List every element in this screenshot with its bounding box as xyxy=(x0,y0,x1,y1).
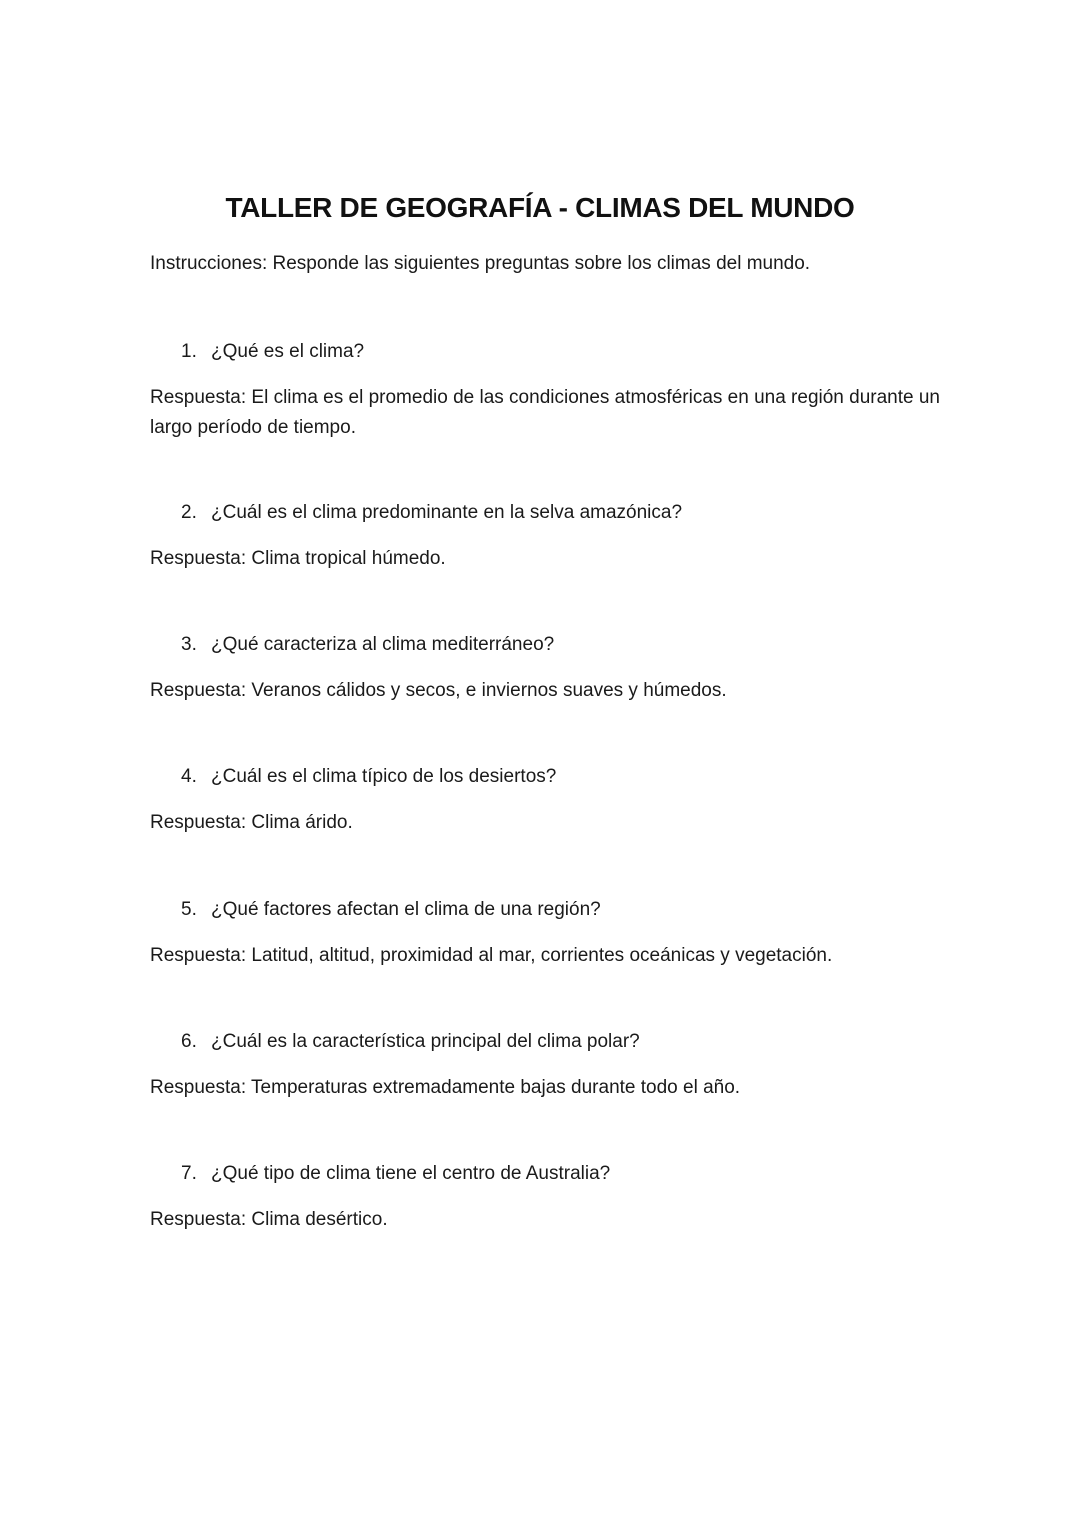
answer-7: Respuesta: Clima desértico. xyxy=(150,1209,388,1230)
question-text: ¿Cuál es el clima predominante en la selva amazónica? xyxy=(211,502,683,523)
answer-5: Respuesta: Latitud, altitud, proximidad al mar, corrientes oceánicas y vegetación. xyxy=(150,945,833,966)
answer-4: Respuesta: Clima árido. xyxy=(150,812,353,833)
answer-6: Respuesta: Temperaturas extremadamente bajas durante todo el año. xyxy=(150,1077,741,1098)
question-6 xyxy=(150,1029,940,1055)
question-item-2 xyxy=(150,500,940,574)
question-2 xyxy=(150,500,940,526)
question-7 xyxy=(150,1161,940,1187)
question-text: ¿Cuál es el clima típico de los desiertos? xyxy=(211,766,557,787)
question-text: ¿Qué factores afectan el clima de una región? xyxy=(211,899,601,920)
question-1 xyxy=(150,339,940,365)
answer-2: Respuesta: Clima tropical húmedo. xyxy=(150,548,446,569)
document-title: TALLER DE GEOGRAFÍA - CLIMAS DEL MUNDO xyxy=(225,192,855,223)
question-item-5 xyxy=(150,897,940,971)
question-text: ¿Qué tipo de clima tiene el centro de Australia? xyxy=(211,1163,611,1184)
question-number: 2. xyxy=(181,502,197,523)
question-text: ¿Qué es el clima? xyxy=(211,341,365,362)
question-number: 7. xyxy=(181,1163,197,1184)
question-3 xyxy=(150,632,940,658)
question-item-4 xyxy=(150,764,940,838)
question-5 xyxy=(150,897,940,923)
question-text: ¿Qué caracteriza al clima mediterráneo? xyxy=(211,634,555,655)
question-item-1 xyxy=(150,339,940,443)
question-item-3 xyxy=(150,632,940,706)
answer-1: Respuesta: El clima es el promedio de las condiciones atmosféricas en una región durante un largo período de tiempo. xyxy=(150,387,941,438)
question-text: ¿Cuál es la característica principal del clima polar? xyxy=(211,1031,640,1052)
question-number: 3. xyxy=(181,634,197,655)
answer-3: Respuesta: Veranos cálidos y secos, e inviernos suaves y húmedos. xyxy=(150,680,727,701)
question-item-6 xyxy=(150,1029,940,1103)
question-number: 1. xyxy=(181,341,197,362)
question-number: 6. xyxy=(181,1031,197,1052)
question-number: 5. xyxy=(181,899,197,920)
instructions-text: Instrucciones: Responde las siguientes preguntas sobre los climas del mundo. xyxy=(150,253,811,274)
question-item-7 xyxy=(150,1161,940,1235)
question-number: 4. xyxy=(181,766,197,787)
question-4 xyxy=(150,764,940,790)
